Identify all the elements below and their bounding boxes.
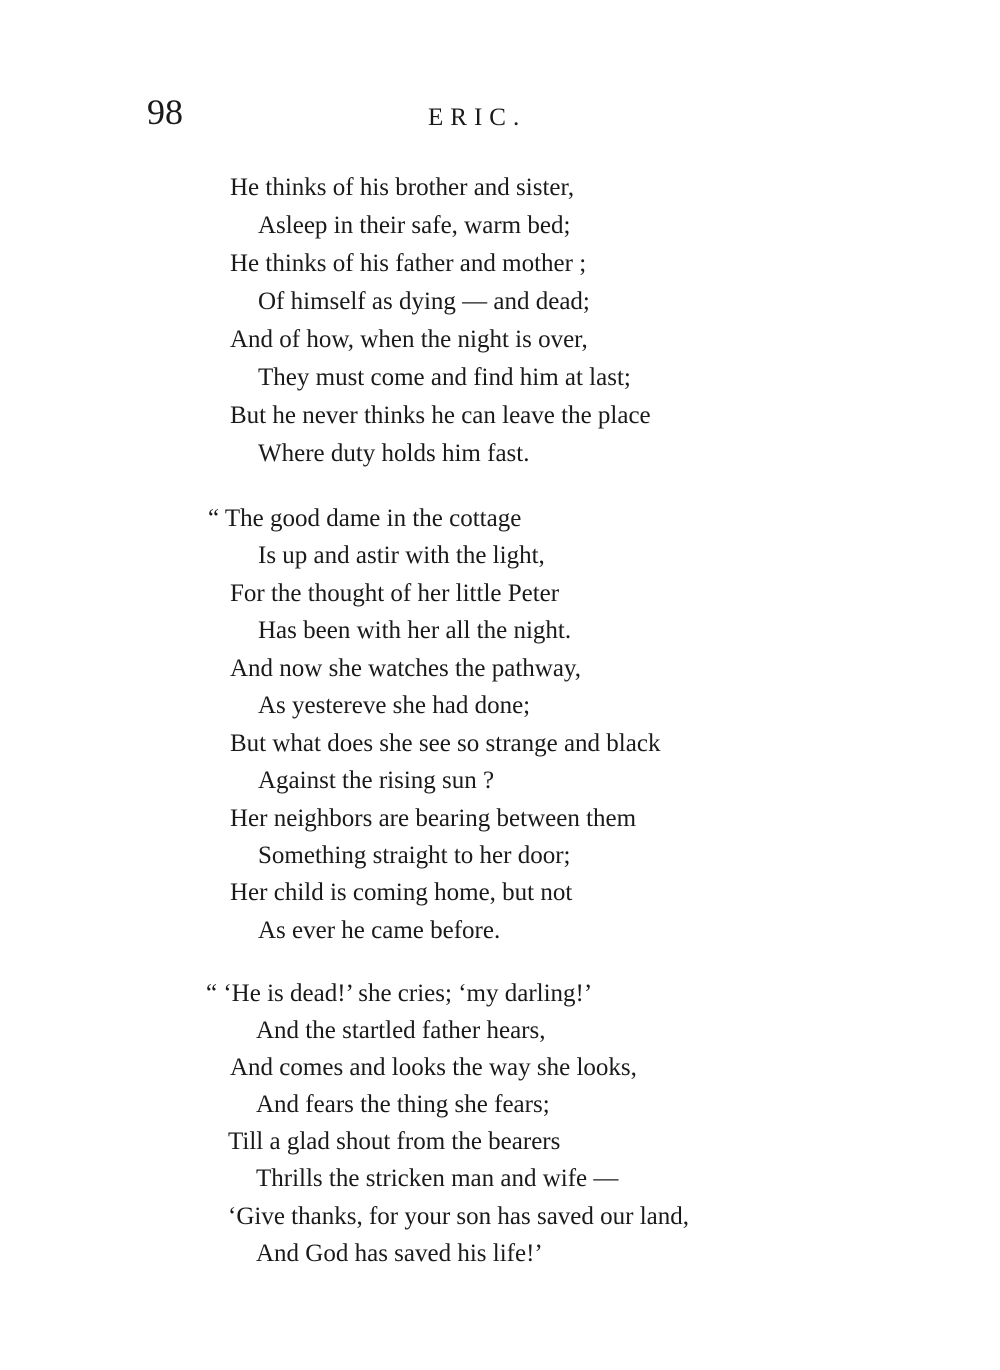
poem-line: He thinks of his father and mother ; [230, 250, 587, 277]
poem-line: As yestereve she had done; [258, 692, 531, 719]
page-number: 98 [147, 92, 183, 132]
poem-line: And fears the thing she fears; [256, 1091, 550, 1118]
poem-line: And now she watches the pathway, [230, 655, 582, 682]
poem-line: As ever he came before. [258, 917, 501, 944]
poem-line: But he never thinks he can leave the place [230, 402, 651, 429]
poem-line: And comes and looks the way she looks, [230, 1054, 637, 1081]
poem-line: Against the rising sun ? [258, 767, 495, 794]
poem-line: And of how, when the night is over, [230, 326, 588, 353]
poem-line: Of himself as dying — and dead; [258, 288, 590, 315]
poem-line: Her neighbors are bearing between them [230, 805, 637, 832]
poem-line: “ The good dame in the cottage [208, 505, 522, 532]
poem-line: Has been with her all the night. [258, 617, 572, 644]
poem-line: ‘Give thanks, for your son has saved our land, [228, 1203, 690, 1230]
poem-line: Her child is coming home, but not [230, 879, 573, 906]
poem-line: They must come and find him at last; [258, 364, 631, 391]
poem-line: And God has saved his life!’ [256, 1240, 543, 1267]
poem-line: Thrills the stricken man and wife — [256, 1165, 619, 1192]
poem-line: Asleep in their safe, warm bed; [258, 212, 571, 239]
poem-line: Is up and astir with the light, [258, 542, 545, 569]
poem-line: Till a glad shout from the bearers [228, 1128, 561, 1155]
running-title: ERIC. [428, 104, 527, 131]
poem-line: And the startled father hears, [256, 1017, 546, 1044]
poem-line: Where duty holds him fast. [258, 440, 530, 467]
poem-line: For the thought of her little Peter [230, 580, 560, 607]
poem-line: But what does she see so strange and black [230, 730, 661, 757]
poem-line: Something straight to her door; [258, 842, 571, 869]
poem-line: “ ‘He is dead!’ she cries; ‘my darling!’ [206, 980, 593, 1007]
poem-line: He thinks of his brother and sister, [230, 174, 575, 201]
